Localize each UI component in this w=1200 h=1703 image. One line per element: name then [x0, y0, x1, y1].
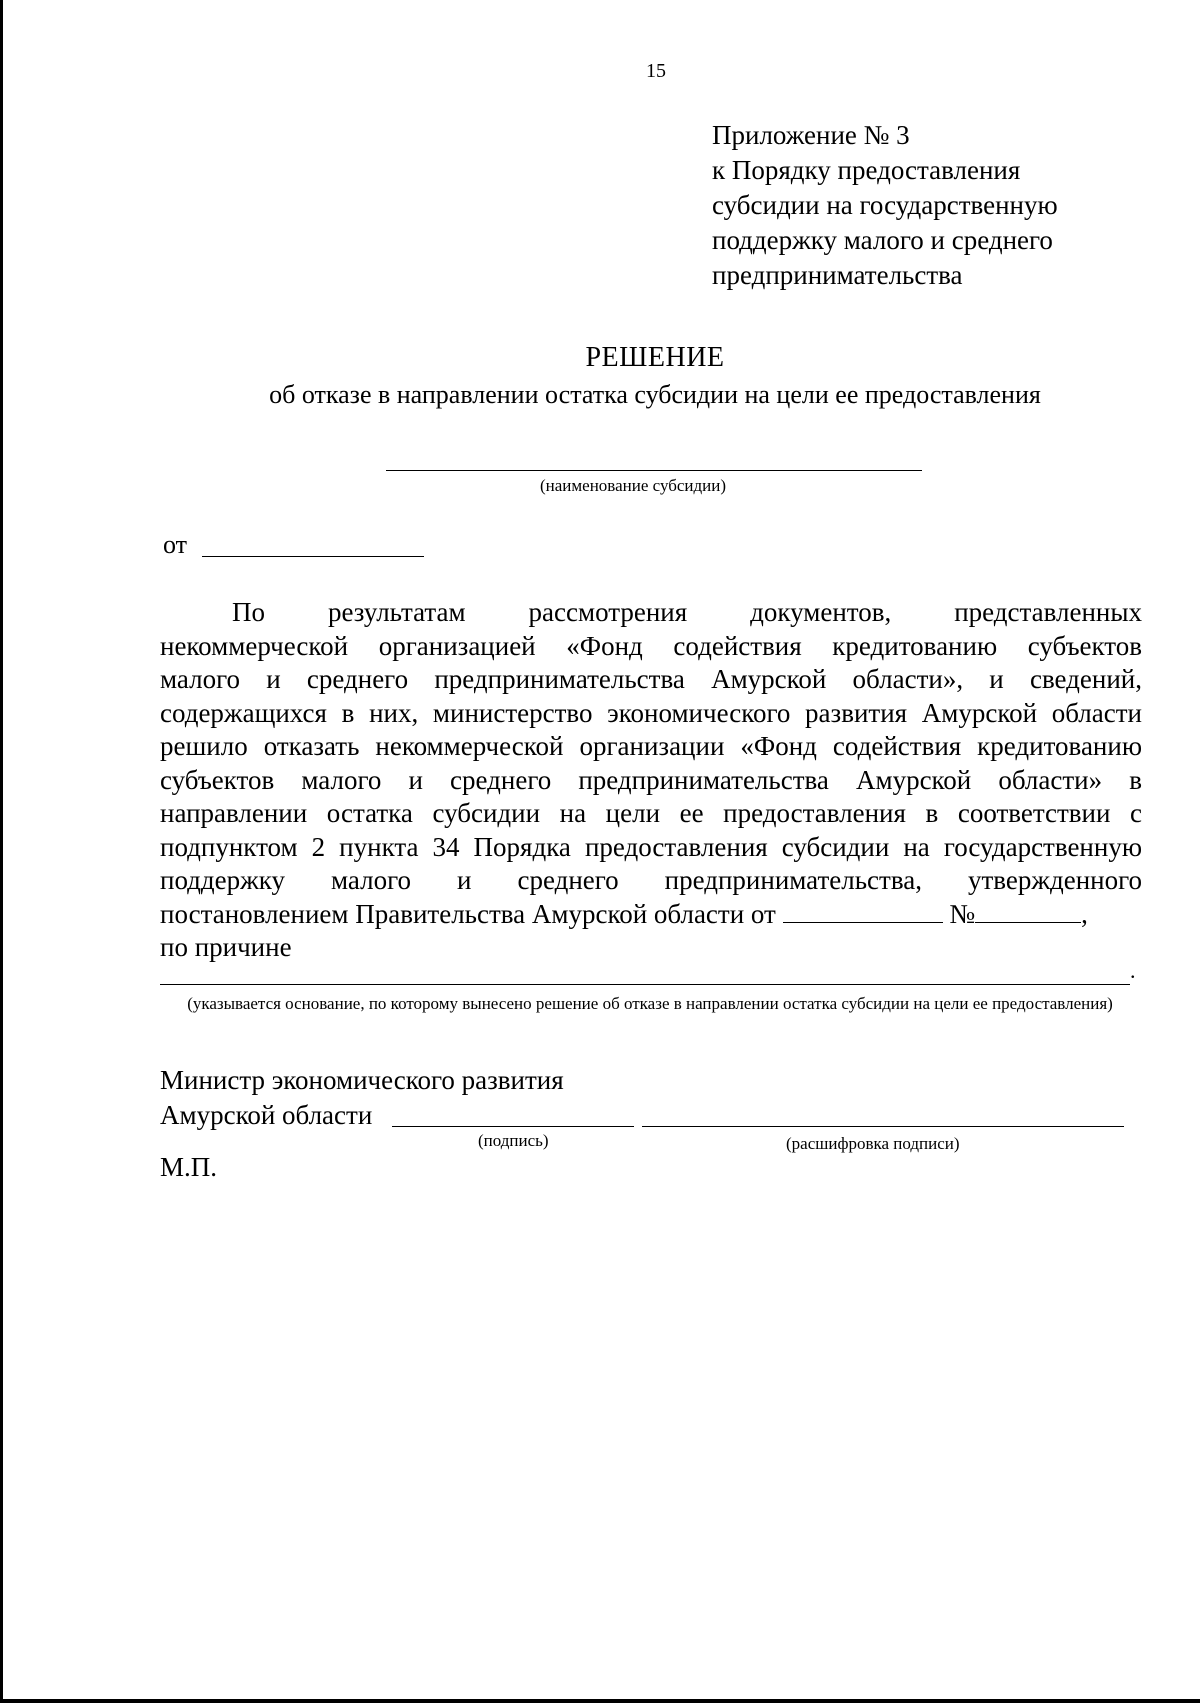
body-line: некоммерческой организацией «Фонд содействия кредитованию субъектов	[160, 630, 1142, 661]
body-line: решило отказать некоммерческой организации «Фонд содействия кредитованию	[160, 731, 1142, 761]
signature-field[interactable]	[392, 1126, 634, 1127]
resolution-prefix: постановлением Правительства Амурской области от	[160, 898, 776, 929]
annex-header	[712, 118, 1058, 293]
body-line: направлении остатка субсидии на цели ее предоставления в соответствии с	[160, 798, 1142, 828]
body-line: По результатам рассмотрения документов, представленных	[232, 597, 1142, 627]
reason-label: по причине	[160, 932, 292, 962]
subsidy-name-field[interactable]	[386, 470, 922, 471]
body-line: содержащихся в них, министерство экономического развития Амурской области	[160, 697, 1142, 728]
signature-hint: (подпись)	[478, 1131, 549, 1150]
body-line: подпунктом 2 пункта 34 Порядка предоставления субсидии на государственную	[160, 831, 1142, 862]
page-number: 15	[646, 60, 666, 82]
date-field[interactable]	[202, 556, 424, 557]
body-paragraph	[160, 596, 1142, 965]
resolution-date-field[interactable]	[783, 900, 943, 923]
annex-line: Приложение № 3	[712, 120, 910, 150]
decode-hint: (расшифровка подписи)	[786, 1134, 960, 1153]
subsidy-name-hint: (наименование субсидии)	[540, 476, 727, 495]
stamp-mark: М.П.	[160, 1152, 218, 1182]
document-subtitle: об отказе в направлении остатка субсидии на цели ее предоставления	[269, 380, 1041, 409]
scan-border-bottom	[0, 1699, 1200, 1703]
resolution-line	[160, 898, 1142, 932]
signature-decode-field[interactable]	[642, 1126, 1124, 1127]
minister-title	[160, 1063, 564, 1133]
trailing-comma: ,	[1081, 898, 1088, 929]
body-line: субъектов малого и среднего предпринимательства Амурской области» в	[160, 764, 1142, 795]
reason-hint: (указывается основание, по которому вынесено решение об отказе в направлении остатка субсидии на цели ее предоставления)	[187, 994, 1113, 1013]
body-line: малого и среднего предпринимательства Амурской области», и сведений,	[160, 664, 1142, 694]
annex-line: предпринимательства	[712, 260, 963, 290]
number-sign: №	[949, 898, 976, 929]
date-prefix: от	[163, 530, 188, 559]
document-title: РЕШЕНИЕ	[585, 342, 725, 373]
resolution-number-field[interactable]	[975, 900, 1081, 923]
annex-line: субсидии на государственную	[712, 190, 1058, 220]
minister-line: Амурской области	[160, 1100, 373, 1130]
annex-line: к Порядку предоставления	[712, 155, 1021, 185]
scan-border-left	[0, 0, 3, 1703]
minister-line: Министр экономического развития	[160, 1065, 564, 1095]
body-line: поддержку малого и среднего предпринимательства, утвержденного	[160, 865, 1142, 895]
reason-field[interactable]	[160, 984, 1130, 985]
annex-line: поддержку малого и среднего	[712, 225, 1053, 255]
reason-end-mark: .	[1130, 958, 1136, 983]
